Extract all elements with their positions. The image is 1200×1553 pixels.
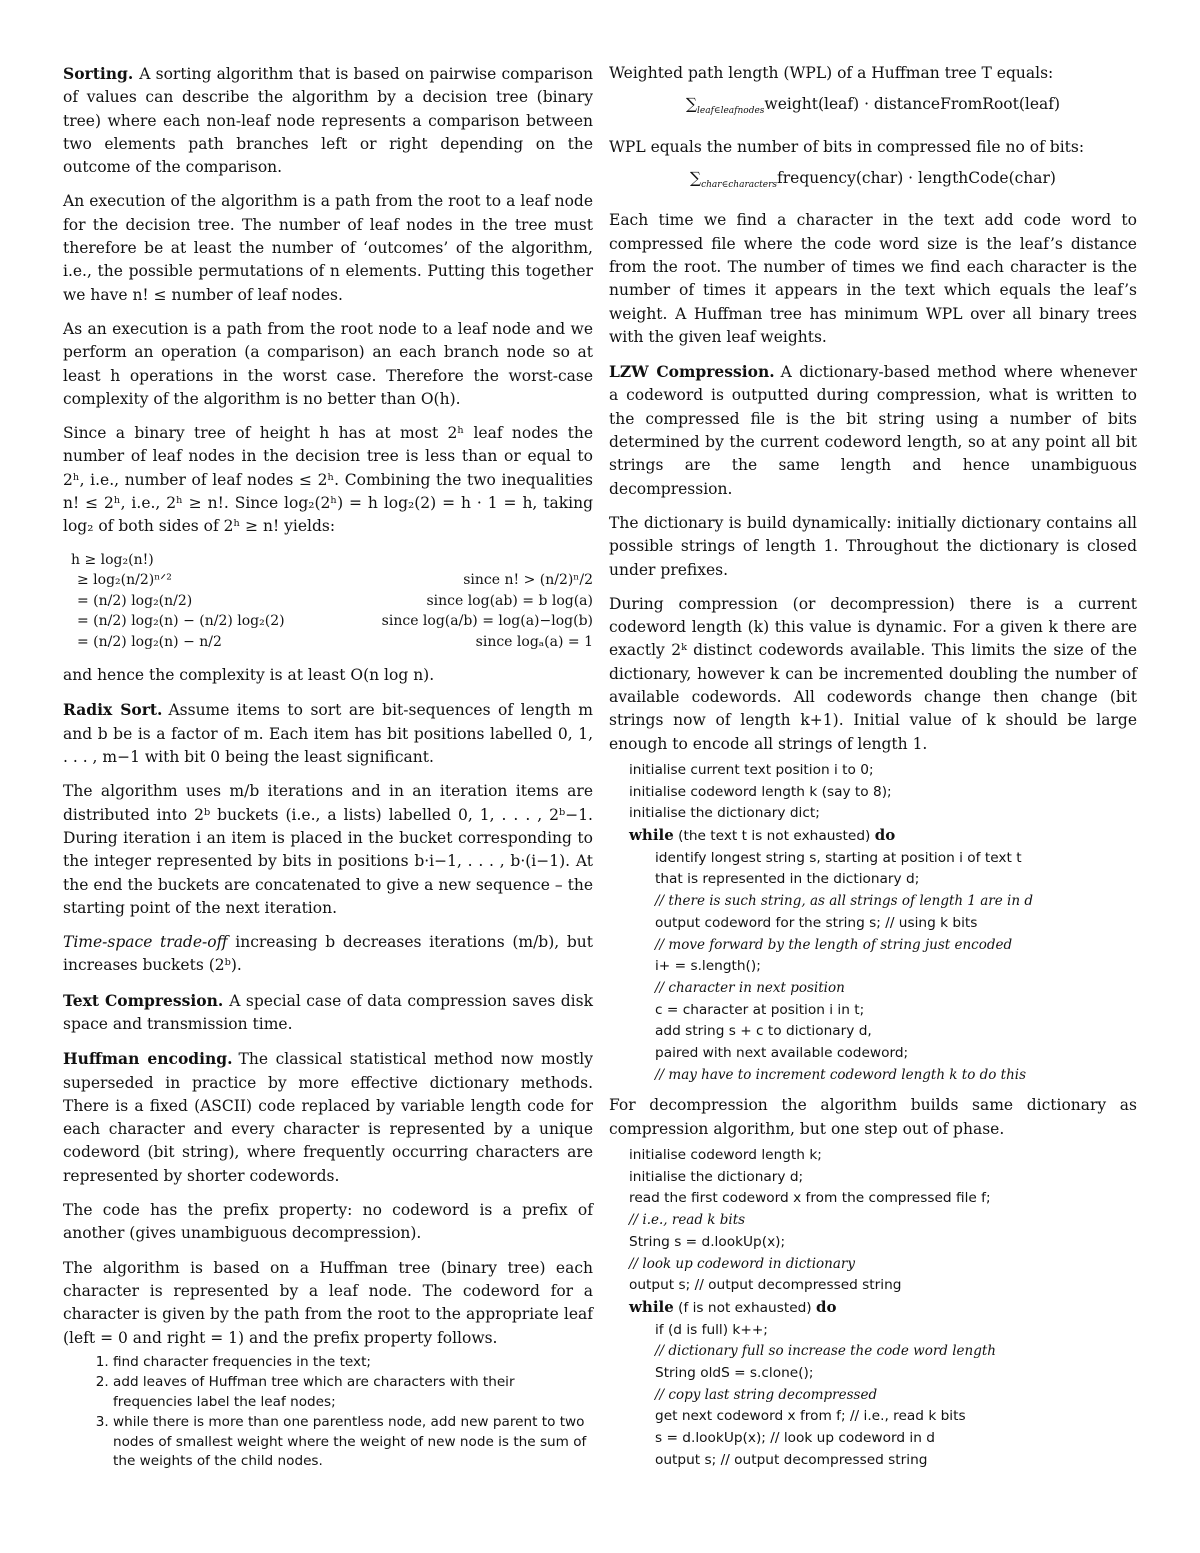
derivation-reason: since n! > (n/2)ⁿ/2: [463, 572, 593, 589]
code-while-line: [629, 1297, 1137, 1320]
code-line: initialise codeword length k;: [629, 1147, 822, 1164]
right-column: [609, 62, 1137, 1480]
code-line: get next codeword x from f; // i.e., read k bits: [655, 1408, 966, 1425]
sorting-heading: Sorting.: [63, 64, 134, 83]
derivation-row: [71, 632, 593, 653]
tradeoff-paragraph: [63, 931, 593, 978]
code-comment: // i.e., read k bits: [629, 1212, 746, 1229]
code-line: i+ = s.length();: [655, 958, 761, 975]
bits-formula: $\sum_{char\in characters}frequency(char)$ · lengthCode(char): [690, 168, 1056, 191]
while-keyword: while: [629, 826, 674, 845]
sorting-text: A sorting algorithm that is based on pairwise comparison of values can describe the algorithm by a decision tree (binary tree) where each non-leaf node represents a comparison between two elements path branches left or right depending on the outcome of the comparison.: [63, 65, 593, 177]
huffman-paragraph: [63, 1047, 593, 1188]
while-keyword: while: [629, 1297, 674, 1316]
each-time-paragraph: Each time we find a character in the text add code word to compressed file where the code word size is the leaf’s distance from the root. The number of times we find each character is the number of times it appears in the text which equals the leaf’s weight. A Huffman tree has minimum WPL over all binary trees with the given leaf weights.: [609, 211, 1137, 346]
text-compression-paragraph: [63, 989, 593, 1037]
code-line: initialise the dictionary d;: [629, 1168, 804, 1185]
list-item: 2. add leaves of Huffman tree which are characters with their frequencies label the leaf nodes;: [113, 1373, 593, 1412]
wpl-formula-body: weight(leaf) · distanceFromRoot(leaf): [764, 95, 1061, 114]
code-line: identify longest string s, starting at position i of text t: [655, 849, 1022, 866]
huffman-tree-paragraph: The algorithm is based on a Huffman tree (binary tree) each character is represented by a leaf node. The codeword for a character is given by the path from the root to the appropriate leaf (left = 0 and right = 1) and the prefix property follows.: [63, 1258, 593, 1347]
wpl-bits-paragraph: WPL equals the number of bits in compressed file no of bits:: [609, 137, 1085, 156]
code-comment: // move forward by the length of string just encoded: [655, 936, 1013, 953]
derivation-row: [71, 570, 593, 591]
code-line: add string s + c to dictionary d,: [655, 1023, 872, 1040]
code-line: output s; // output decompressed string: [629, 1277, 902, 1294]
derivation-expression: ≥ log₂(n/2)ⁿᐟ²: [77, 572, 172, 589]
derivation-expression: = (n/2) log₂(n/2): [77, 592, 193, 609]
lzw-text: A dictionary-based method where whenever a codeword is outputted during compression, what is written to the compressed file is the bit string using a number of bits determined by the current codeword length, so at any point all bit strings are the same length and hence unambiguous decompression.: [609, 363, 1137, 498]
huffman-text: The classical statistical method now mostly superseded in practice by more effective dictionary methods. There is a fixed (ASCII) code replaced by variable length code for each character and every character is represented by a unique codeword (bit string), where frequently occurring characters are represented by shorter codewords.: [63, 1050, 593, 1185]
do-keyword: do: [874, 826, 896, 845]
radix-heading: Radix Sort.: [63, 700, 163, 720]
code-line: String s = d.lookUp(x);: [629, 1233, 786, 1250]
text-compression-heading: Text Compression.: [63, 990, 224, 1010]
while-condition: (f is not exhausted): [673, 1299, 816, 1316]
list-item: 1. find character frequencies in the text;: [113, 1353, 593, 1373]
radix-paragraph: [63, 698, 593, 769]
wpl-paragraph: Weighted path length (WPL) of a Huffman tree T equals:: [609, 64, 1054, 82]
codeword-length-paragraph: During compression (or decompression) there is a current codeword length (k) this value is dynamic. For a given k there are exactly 2ᵏ distinct codewords available. This limits the size of the dictionary, however k can be incremented doubling the number of available codewords. All codewords change then change (bit strings now of length k+1). Initial value of k should be large enough to encode all strings of length 1.: [609, 594, 1137, 753]
compression-pseudocode: [629, 760, 1137, 1087]
code-line: initialise codeword length k (say to 8);: [629, 783, 892, 800]
derivation-expression: h ≥ log₂(n!): [71, 551, 154, 568]
code-line: initialise the dictionary dict;: [629, 805, 820, 822]
binary-tree-paragraph: Since a binary tree of height h has at most 2ʰ leaf nodes the number of leaf nodes in the decision tree is less than or equal to 2ʰ, i.e., number of leaf nodes ≤ 2ʰ. Combining the two inequalities n! ≤ 2ʰ, i.e., 2ʰ ≥ n!. Since log₂(2ʰ) = h log₂(2) = h · 1 = h, taking log₂ of both sides of 2ʰ ≥ n! yields:: [63, 424, 593, 536]
lzw-paragraph: [609, 360, 1137, 501]
code-while-line: [629, 825, 1137, 848]
code-line: output codeword for the string s; // using k bits: [655, 914, 978, 931]
derivation-row: [71, 591, 593, 612]
code-line: output s; // output decompressed string: [655, 1451, 928, 1468]
decompression-pseudocode: [629, 1145, 1137, 1472]
code-comment: // there is such string, as all strings of length 1 are in d: [655, 893, 1033, 910]
code-line: c = character at position i in t;: [655, 1001, 865, 1018]
left-column: [63, 62, 593, 1473]
tradeoff-label: Time-space trade-off: [63, 933, 228, 952]
code-comment: // copy last string decompressed: [655, 1386, 878, 1403]
list-item: 3. while there is more than one parentless node, add new parent to two nodes of smallest weight where the weight of new node is the sum of the weights of the child nodes.: [113, 1413, 593, 1472]
log-derivation: [71, 550, 593, 653]
bits-formula-subscript: char∈characters: [701, 180, 778, 191]
code-line: read the first codeword x from the compressed file f;: [629, 1190, 991, 1207]
huffman-heading: Huffman encoding.: [63, 1049, 233, 1069]
lzw-heading: LZW Compression.: [609, 362, 775, 382]
code-comment: // dictionary full so increase the code word length: [655, 1343, 996, 1360]
code-comment: // look up codeword in dictionary: [629, 1255, 855, 1272]
radix-algorithm-paragraph: The algorithm uses m/b iterations and in an iteration items are distributed into 2ᵇ buckets (i.e., a lists) labelled 0, 1, . . . , 2ᵇ−1. During iteration i an item is placed in the bucket corresponding to the integer represented by bits in positions b·i−1, . . . , b·(i−1). At the end the buckets are concatenated to give a new sequence – the starting point of the next iteration.: [63, 782, 593, 917]
code-line: s = d.lookUp(x); // look up codeword in d: [655, 1430, 935, 1447]
derivation-reason: since log(a/b) = log(a)−log(b): [381, 613, 593, 630]
complexity-paragraph: and hence the complexity is at least O(n log n).: [63, 666, 435, 685]
derivation-row: [71, 550, 593, 571]
do-keyword: do: [816, 1297, 837, 1316]
text-compression-text: A special case of data compression saves disk space and transmission time.: [63, 991, 593, 1033]
prefix-paragraph: The code has the prefix property: no codeword is a prefix of another (gives unambiguous decompression).: [63, 1201, 593, 1243]
while-condition: (the text t is not exhausted): [673, 828, 875, 845]
derivation-expression: = (n/2) log₂(n) − (n/2) log₂(2): [77, 613, 285, 630]
code-comment: // may have to increment codeword length k to do this: [655, 1066, 1027, 1083]
code-line: paired with next available codeword;: [655, 1045, 909, 1062]
bits-formula-body: frequency(char) · lengthCode(char): [777, 168, 1056, 187]
code-line: initialise current text position i to 0;: [629, 761, 874, 778]
execution-paragraph: An execution of the algorithm is a path from the root to a leaf node for the decision tree. The number of leaf nodes in the tree must therefore be at least the number of ‘outcomes’ of the algorithm, i.e., the possible permutations of n elements. Putting this together we have n! ≤ number of leaf nodes.: [63, 192, 593, 304]
worst-case-paragraph: As an execution is a path from the root node to a leaf node and we perform an operation (a comparison) an each branch node so at least h operations in the worst case. Therefore the worst-case complexity of the algorithm is no better than O(h).: [63, 319, 593, 408]
derivation-row: [71, 611, 593, 632]
wpl-formula-subscript: leaf∈leafnodes: [697, 106, 765, 117]
derivation-reason: since logₐ(a) = 1: [475, 633, 593, 650]
dictionary-paragraph: The dictionary is build dynamically: initially dictionary contains all possible strings of length 1. Throughout the dictionary is closed under prefixes.: [609, 513, 1137, 579]
derivation-expression: = (n/2) log₂(n) − n/2: [77, 633, 222, 650]
radix-text: Assume items to sort are bit-sequences of length m and b be is a factor of m. Each item has bit positions labelled 0, 1, . . . , m−1 with bit 0 being the least significant.: [63, 701, 593, 767]
decompression-paragraph: For decompression the algorithm builds same dictionary as compression algorithm, but one step out of phase.: [609, 1096, 1137, 1138]
sorting-paragraph: [63, 62, 593, 179]
tradeoff-text: increasing b decreases iterations (m/b), but increases buckets (2ᵇ).: [63, 933, 594, 975]
wpl-formula: $\sum_{leaf\in leafnodes}weight(leaf)$ · distanceFromRoot(leaf): [685, 95, 1061, 117]
derivation-reason: since log(ab) = b log(a): [426, 592, 593, 609]
code-comment: // character in next position: [655, 979, 845, 996]
code-line: that is represented in the dictionary d;: [655, 871, 920, 888]
code-line: String oldS = s.clone();: [655, 1365, 814, 1382]
huffman-steps-list: [63, 1353, 593, 1472]
code-line: if (d is full) k++;: [655, 1321, 768, 1338]
